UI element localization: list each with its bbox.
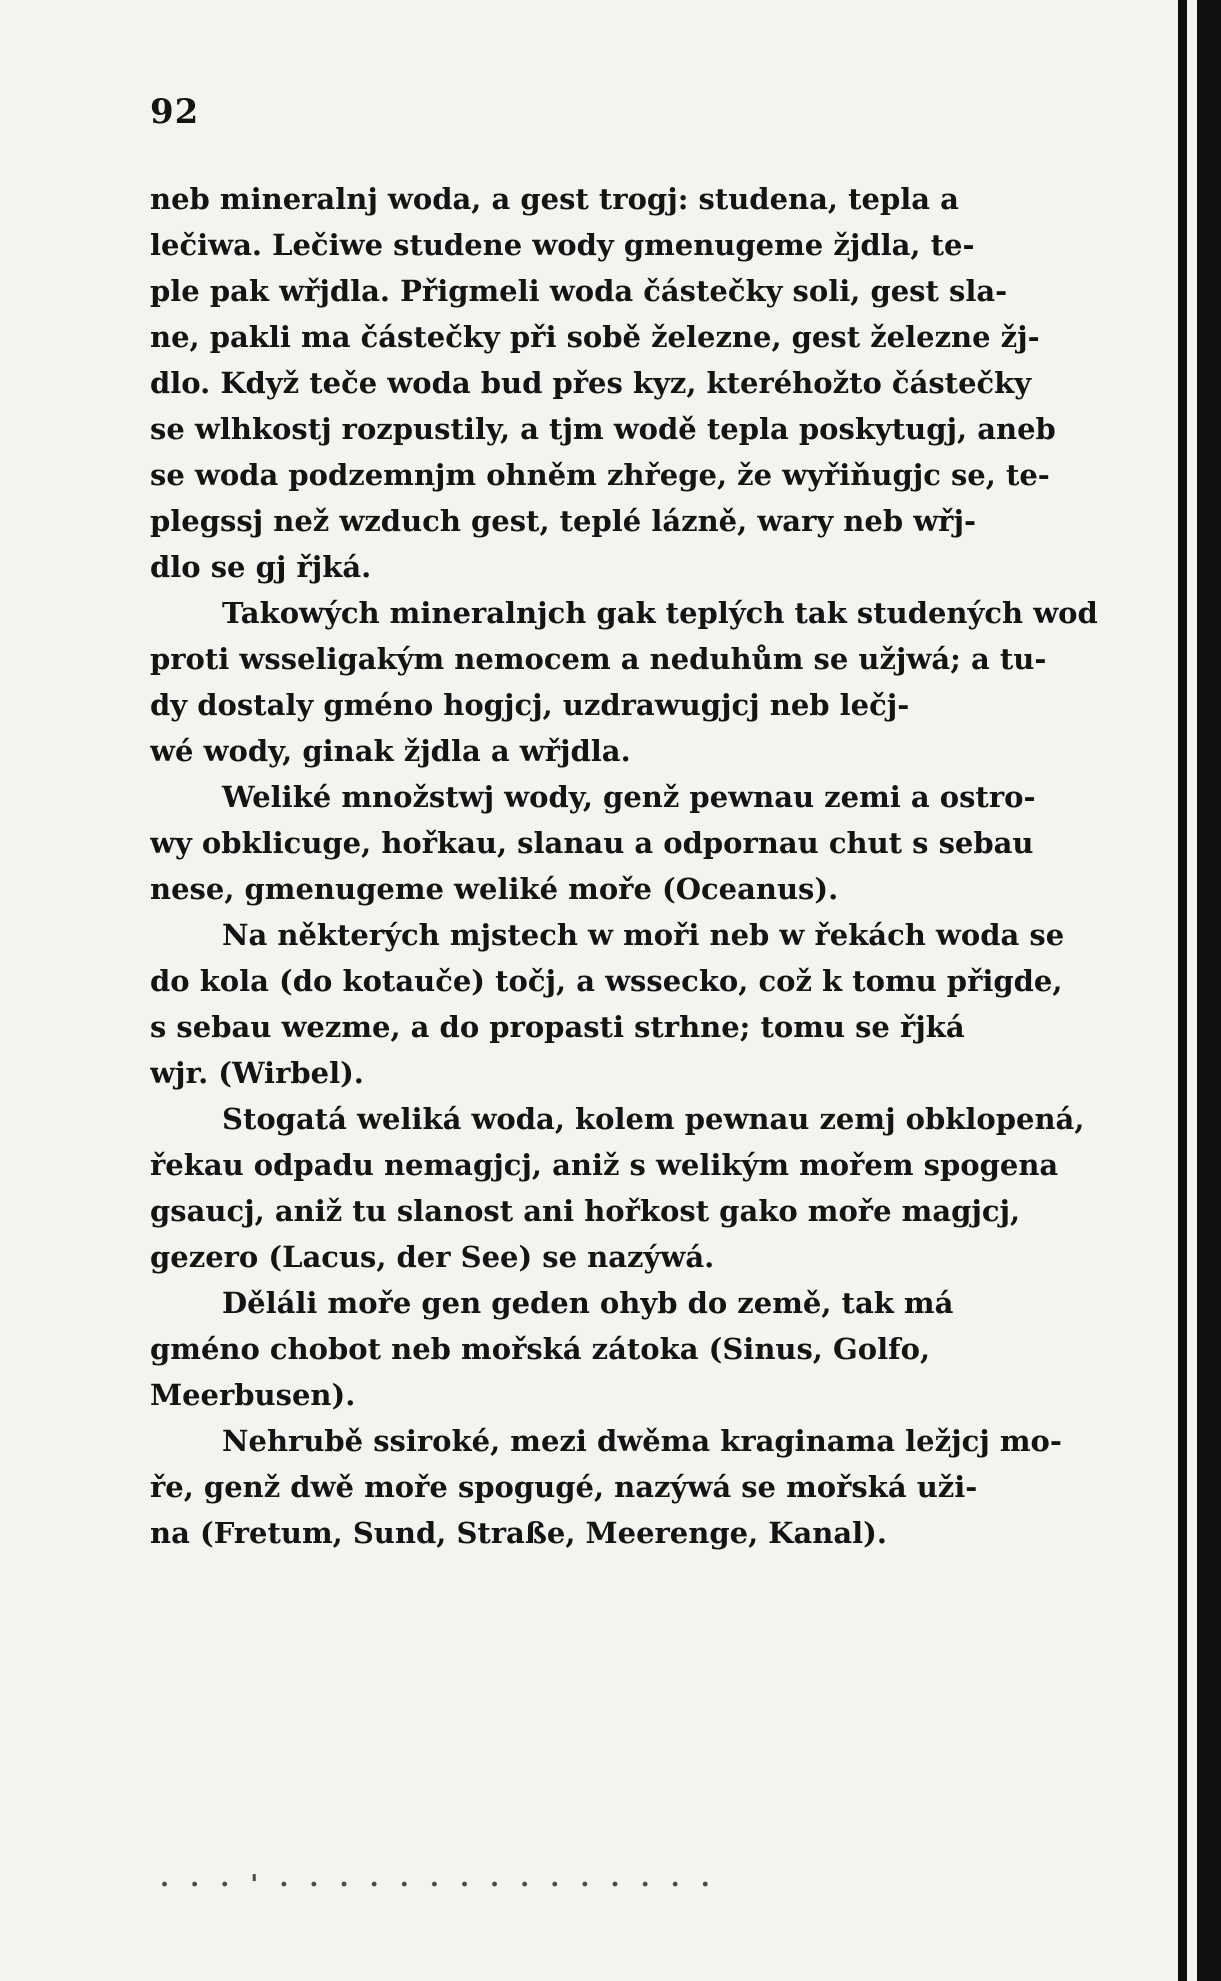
body-text — [150, 176, 1112, 1556]
text-line: gsaucj, aniž tu slanost ani hořkost gako moře magjcj, — [150, 1194, 1021, 1228]
text-line: ple pak wřjdla. Přigmeli woda částečky soli, gest sla- — [150, 274, 1008, 308]
text-line: wjr. (Wirbel). — [150, 1056, 364, 1090]
text-line: wé wody, ginak žjdla a wřjdla. — [150, 734, 631, 768]
text-line: dlo se gj řjká. — [150, 550, 372, 584]
text-line: Děláli moře gen geden ohyb do země, tak má — [222, 1286, 954, 1320]
scan-edge-dark — [1178, 0, 1221, 1981]
text-line: se wlhkostj rozpustily, a tjm wodě tepla poskytugj, aneb — [150, 412, 1056, 446]
text-line: Meerbusen). — [150, 1378, 356, 1412]
scan-edge-light — [1187, 0, 1197, 1981]
text-line: dy dostaly gméno hogjcj, uzdrawugjcj neb lečj- — [150, 688, 910, 722]
text-line: wy obklicuge, hořkau, slanau a odpornau chut s sebau — [150, 826, 1034, 860]
text-line: gméno chobot neb mořská zátoka (Sinus, Golfo, — [150, 1332, 931, 1366]
text-line: Nehrubě ssiroké, mezi dwěma kraginama ležjcj mo- — [222, 1424, 1062, 1458]
text-line: dlo. Když teče woda bud přes kyz, kteréhožto částečky — [150, 366, 1032, 400]
text-line: Na některých mjstech w moři neb w řekách woda se — [222, 918, 1065, 952]
text-line: Weliké množstwj wody, genž pewnau zemi a ostro- — [222, 780, 1036, 814]
text-line: plegssj než wzduch gest, teplé lázně, wary neb wřj- — [150, 504, 976, 538]
text-line: nese, gmenugeme weliké moře (Oceanus). — [150, 872, 839, 906]
text-line: do kola (do kotauče) točj, a wssecko, což k tomu přigde, — [150, 964, 1063, 998]
text-line: na (Fretum, Sund, Straße, Meerenge, Kanal). — [150, 1516, 887, 1550]
text-line: s sebau wezme, a do propasti strhne; tomu se řjká — [150, 1010, 965, 1044]
page-number: 92 — [150, 92, 200, 132]
text-line: ne, pakli ma částečky při sobě železne, gest železne žj- — [150, 320, 1040, 354]
text-line: lečiwa. Lečiwe studene wody gmenugeme žjdla, te- — [150, 228, 975, 262]
text-line: Stogatá weliká woda, kolem pewnau zemj obklopená, — [222, 1102, 1085, 1136]
text-line: se woda podzemnjm ohněm zhřege, že wyřiňugjc se, te- — [150, 458, 1050, 492]
text-line: řekau odpadu nemagjcj, aniž s welikým mořem spogena — [150, 1148, 1059, 1182]
text-line: neb mineralnj woda, a gest trogj: studena, tepla a — [150, 182, 959, 216]
text-line: proti wsseligakým nemocem a neduhům se užjwá; a tu- — [150, 642, 1047, 676]
text-line: Takowých mineralnjch gak teplých tak studených wod — [222, 596, 1098, 630]
text-line: gezero (Lacus, der See) se nazýwá. — [150, 1240, 715, 1274]
bleed-through-marks: · · · ' · · · · · · · · · · · · · · · — [160, 1870, 716, 1900]
text-line: ře, genž dwě moře spogugé, nazýwá se mořská uži- — [150, 1470, 978, 1504]
